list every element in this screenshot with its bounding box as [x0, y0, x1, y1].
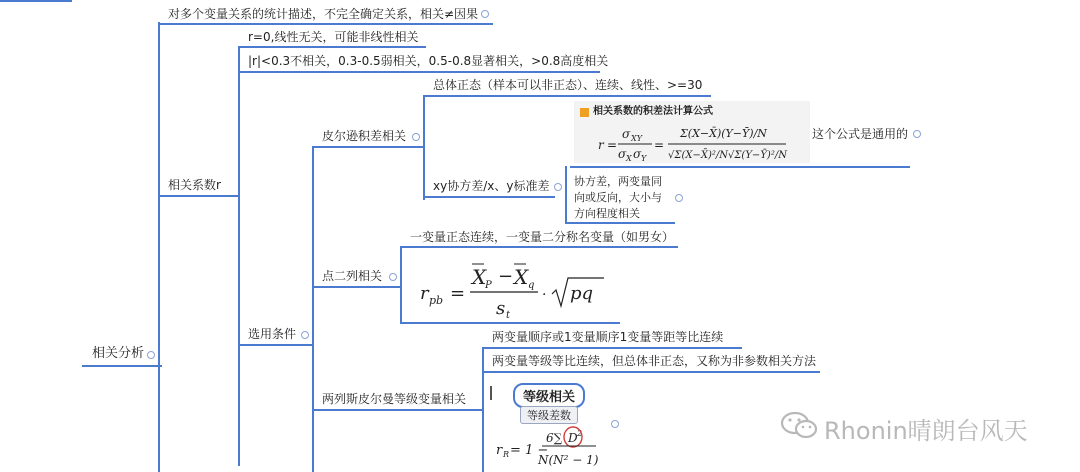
svg-text:q: q	[528, 280, 535, 291]
svg-text:2: 2	[577, 429, 583, 438]
covariance-note-line2: 向或反向，大小与	[574, 191, 662, 204]
svg-text:=: =	[607, 138, 618, 152]
spearman-formula-dot[interactable]	[611, 420, 619, 428]
node-description[interactable]: 对多个变量关系的统计描述，不完全确定关系，相关≠因果	[168, 7, 479, 21]
svg-text:·: ·	[542, 287, 547, 303]
svg-text:D: D	[568, 431, 578, 445]
svg-text:=: =	[654, 138, 665, 152]
svg-text:r: r	[496, 443, 503, 458]
node-pearson[interactable]: 皮尔逊积差相关	[322, 129, 407, 143]
svg-text:=: =	[450, 283, 466, 304]
pearson-conditions-underline	[423, 95, 711, 97]
point-biserial-dot[interactable]	[389, 273, 397, 281]
svg-text:t: t	[506, 310, 511, 321]
node-correlation-coefficient[interactable]: 相关系数r	[168, 178, 221, 192]
wechat-icon	[780, 410, 820, 442]
covariance-underline	[423, 196, 555, 198]
rank-difference-tag: 等级差数	[520, 406, 578, 424]
svg-text:Σ(X−X̄)(Y−Ȳ)/N: Σ(X−X̄)(Y−Ȳ)/N	[680, 127, 767, 140]
selection-connector	[312, 146, 314, 472]
svg-text:σ: σ	[633, 147, 642, 161]
formula-dot[interactable]	[913, 130, 921, 138]
root-node[interactable]: 相关分析	[92, 346, 145, 361]
description-underline	[158, 23, 493, 25]
point-biserial-underline	[312, 286, 400, 288]
covariance-note-dot[interactable]	[675, 194, 683, 202]
selection-underline	[238, 344, 312, 346]
pearson-connector	[423, 95, 425, 200]
svg-text:r: r	[420, 283, 429, 304]
selection-dot[interactable]	[301, 331, 309, 339]
pearson-dot[interactable]	[412, 133, 420, 141]
covariance-note-line3: 方向程度相关	[574, 207, 640, 220]
node-r-ranges[interactable]: |r|<0.3不相关，0.3-0.5弱相关，0.5-0.8显著相关，>0.8高度相关	[248, 54, 609, 68]
formula-card-title: 相关系数的积差法计算公式	[593, 106, 713, 117]
svg-text:Y: Y	[641, 154, 647, 163]
svg-text:XY: XY	[631, 134, 642, 143]
svg-text:N(N² − 1): N(N² − 1)	[538, 453, 599, 467]
formula-underline	[570, 166, 910, 168]
node-pearson-conditions[interactable]: 总体正态（样本可以非正态）、连续、线性、>=30	[433, 78, 703, 92]
top-edge-line	[0, 0, 72, 2]
svg-text:√Σ(X−X̄)²/N√Σ(Y−Ȳ)²/N: √Σ(X−X̄)²/N√Σ(Y−Ȳ)²/N	[668, 150, 787, 161]
root-underline	[82, 365, 162, 367]
covariance-dot[interactable]	[554, 183, 562, 191]
covariance-note-line1: 协方差，两变量同	[574, 175, 662, 188]
spearman-connector	[482, 347, 484, 472]
node-selection-criteria[interactable]: 选用条件	[248, 327, 297, 341]
point-biserial-formula	[418, 254, 618, 322]
description-dot[interactable]	[481, 10, 489, 18]
spearman-cond1-underline	[482, 347, 742, 349]
r-zero-underline	[238, 46, 426, 48]
r-ranges-underline	[238, 71, 600, 73]
spearman-bracket	[490, 386, 492, 400]
formula-pb-underline	[400, 322, 620, 324]
root-connector	[158, 22, 160, 472]
node-spearman-condition1[interactable]: 两变量顺序或1变量顺序1变量等距等比连续	[492, 330, 724, 344]
svg-text:R: R	[503, 450, 510, 459]
svg-text:−: −	[498, 266, 514, 287]
coef-underline	[158, 195, 238, 197]
formula-card-flag-icon	[580, 108, 589, 117]
svg-text:X: X	[472, 265, 487, 289]
svg-text:X: X	[514, 265, 529, 289]
covariance-note-underline	[565, 222, 675, 224]
svg-text:r: r	[598, 138, 604, 152]
coef-connector	[238, 46, 240, 466]
watermark-text: Rhonin晴朗台风天	[824, 417, 1028, 445]
spearman-formula	[494, 422, 614, 470]
point-biserial-connector	[400, 246, 402, 324]
spearman-underline	[312, 409, 482, 411]
svg-text:= 1 −: = 1 −	[510, 443, 549, 458]
svg-text:pq: pq	[570, 283, 594, 304]
svg-text:σ: σ	[618, 147, 627, 161]
node-r-zero[interactable]: r=0,线性无关，可能非线性相关	[248, 30, 419, 44]
covariance-connector	[565, 166, 567, 224]
svg-text:pb: pb	[429, 294, 444, 307]
node-point-biserial[interactable]: 点二列相关	[322, 269, 383, 283]
root-collapse-dot[interactable]	[147, 351, 155, 359]
node-covariance-ratio[interactable]: xy协方差/x、y标准差	[433, 179, 550, 193]
node-spearman[interactable]: 两列斯皮尔曼等级变量相关	[322, 392, 467, 406]
svg-text:σ: σ	[622, 127, 631, 141]
svg-text:s: s	[496, 298, 506, 319]
formula-note[interactable]: 这个公式是通用的	[812, 127, 909, 141]
spearman-cond2-underline	[482, 371, 820, 373]
node-point-biserial-condition[interactable]: 一变量正态连续，一变量二分称名变量（如男女）	[410, 230, 675, 244]
point-biserial-cond-underline	[400, 246, 678, 248]
svg-text:X: X	[626, 154, 632, 163]
pearson-underline	[312, 146, 424, 148]
rank-correlation-pill: 等级相关	[513, 383, 585, 408]
node-spearman-condition2[interactable]: 两变量等级等比连续，但总体非正态，又称为非参数相关方法	[492, 354, 817, 368]
pearson-formula	[596, 122, 810, 164]
svg-text:6∑: 6∑	[546, 431, 563, 445]
svg-text:P: P	[485, 280, 492, 291]
